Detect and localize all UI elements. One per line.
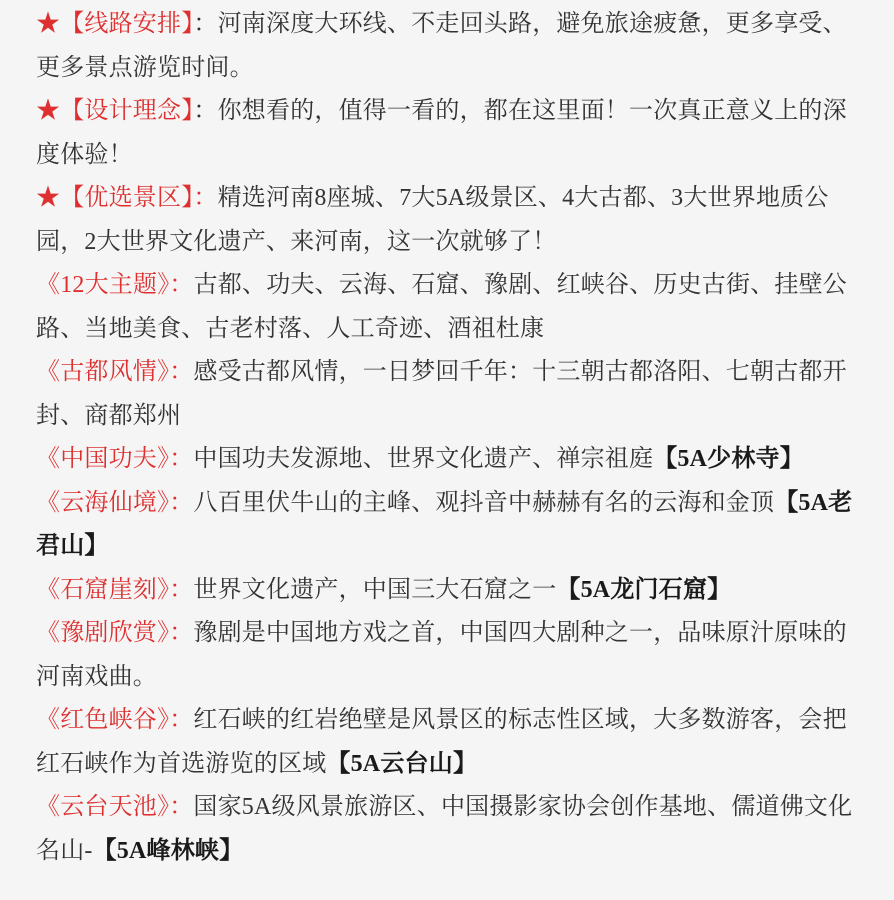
section-heading: ★【设计理念】 [36,98,194,124]
section-heading: 《中国功夫》： [36,446,194,472]
section-yuntai-heavenly-lake [36,786,860,873]
section-heading: 《古都风情》： [36,359,194,385]
section-text: 豫剧是中国地方戏之首，中国四大剧种之一，品味原汁原味的河南戏曲。 [36,620,847,690]
section-text: 世界文化遗产，中国三大石窟之一 [193,576,557,603]
section-heading: 《12大主题》： [36,272,194,298]
section-twelve-themes [36,264,860,351]
section-selected-scenic-areas [36,177,860,264]
section-red-gorge [36,699,860,786]
section-heading: ★【优选景区】： [36,185,218,211]
section-text: 国家5A级风景旅游区、中国摄影家协会创作基地、儒道佛文化名山- [36,794,853,864]
section-text: 中国功夫发源地、世界文化遗产、禅宗祖庭 [193,446,654,472]
highlight-5a-bold: 【5A峰林峡】 [92,837,244,864]
section-text: 精选河南8座城、7大5A级景区、4大古都、3大世界地质公园，2大世界文化遗产、来河南，这一次就够了！ [36,185,829,255]
highlight-5a-bold: 【5A老君山】 [36,489,853,559]
section-heading: 《石窟崖刻》： [36,576,194,603]
section-text: 古都、功夫、云海、石窟、豫剧、红峡谷、历史古街、挂壁公路、当地美食、古老村落、人工奇迹、酒祖杜康 [36,272,848,342]
highlight-5a-bold: 【5A龙门石窟】 [556,576,732,603]
section-ancient-capital-charm [36,351,860,438]
section-grotto-cliff-carvings [36,569,860,613]
section-text: ：你想看的，值得一看的，都在这里面！一次真正意义上的深度体验！ [36,98,847,168]
section-text: ：河南深度大环线、不走回头路，避免旅途疲惫，更多享受、更多景点游览时间。 [36,11,847,81]
section-route-plan [36,3,860,90]
section-text: 八百里伏牛山的主峰、观抖音中赫赫有名的云海和金顶 [193,489,775,516]
section-heading: ★【线路安排】 [36,11,194,37]
section-heading: 《豫剧欣赏》： [36,620,194,646]
section-text: 感受古都风情，一日梦回千年：十三朝古都洛阳、七朝古都开封、商都郑州 [36,359,847,429]
itinerary-content [36,3,860,873]
section-heading: 《红色峡谷》： [36,707,194,733]
section-heading: 《云台天池》： [36,794,194,820]
section-heading: 《云海仙境》： [36,489,194,516]
section-design-concept [36,90,860,177]
section-chinese-kungfu [36,438,860,482]
section-yu-opera-appreciation [36,612,860,699]
section-text: 红石峡的红岩绝壁是风景区的标志性区域，大多数游客，会把红石峡作为首选游览的区域 [36,707,847,777]
section-cloud-sea-wonderland [36,482,860,569]
highlight-5a-bold: 【5A云台山】 [326,750,478,777]
highlight-5a-bold: 【5A少林寺】 [653,446,804,472]
